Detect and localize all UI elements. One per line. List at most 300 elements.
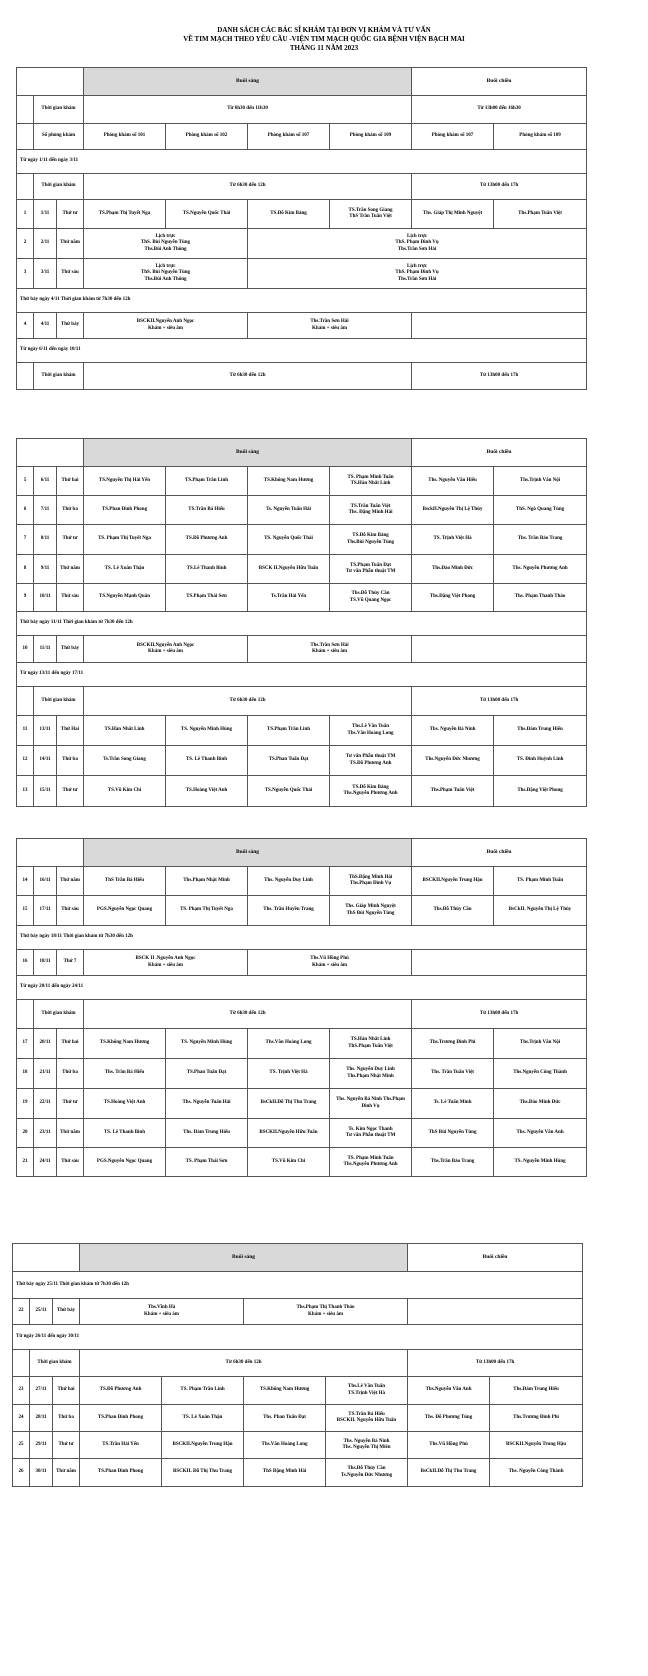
- doctor-cell: TS.Phạm Thị Tuyết Nga: [84, 200, 166, 229]
- blank-cell: [17, 363, 34, 390]
- title-line-1: DANH SÁCH CÁC BÁC SĨ KHÁM TẠI ĐƠN VỊ KHÁM VÀ TƯ VẤN: [217, 26, 431, 34]
- morning-hours: Từ 6h30 đến 12h: [80, 1350, 408, 1377]
- row-date: 1/11: [34, 200, 57, 229]
- doctor-cell: TS. Phạm Thị Tuyết Nga: [84, 525, 166, 555]
- doctor-cell: TS.Phạm Thái Sơn: [166, 584, 248, 612]
- day-row: [17, 525, 587, 555]
- day-row: [17, 259, 587, 289]
- doctor-cell: TS.Khổng Nam Hương: [84, 1029, 166, 1059]
- doctor-cell: Ths.Trần Bảo Trang: [412, 1148, 494, 1177]
- day-row: [17, 467, 587, 496]
- doctor-cell: TS.Đỗ Phương Anh: [80, 1377, 162, 1405]
- doctor-cell: Ths. Trần Huyền Trang: [248, 896, 330, 926]
- doctor-cell: Ths. Giáp Thị Minh Nguyệt: [412, 200, 494, 229]
- room-cell: Phòng khám số 109: [330, 124, 412, 150]
- doctor-cell: TS.Trần Bá Hiếu: [166, 496, 248, 525]
- day-row: [13, 1459, 583, 1487]
- row-date: 14/11: [34, 746, 57, 776]
- doctor-cell: TS. Lê Xuân Thận: [162, 1405, 244, 1432]
- saturday-doctor-1: Ths.Vĩnh Hà Khám + siêu âm: [80, 1299, 244, 1325]
- doctor-cell: Ths.Lê Văn Tuấn TS.Trịnh Việt Hà: [326, 1377, 408, 1405]
- blank-cell: [17, 439, 84, 467]
- exam-time-row: [17, 687, 587, 716]
- row-number: 21: [17, 1148, 34, 1177]
- exam-time-label: Thời gian khám: [34, 363, 84, 390]
- day-row: [17, 229, 587, 259]
- row-number: 13: [17, 776, 34, 807]
- row-date: 23/11: [34, 1119, 57, 1148]
- doctor-cell: TS.Hoàng Việt Anh: [166, 776, 248, 807]
- doctor-cell: TS.Lê Thanh Bình: [166, 555, 248, 584]
- doctor-cell: PGS.Nguyễn Ngọc Quang: [84, 1148, 166, 1177]
- row-weekday: Thứ tư: [57, 525, 84, 555]
- doctor-cell: Ths.Đỗ Thùy Cần Ts.Nguyễn Đức Nhương: [326, 1459, 408, 1487]
- row-weekday: Thứ tư: [53, 1432, 80, 1459]
- doctor-cell: TS.Trần Song Giang ThS Trần Tuấn Việt: [330, 200, 412, 229]
- doctor-cell: Ths.Trịnh Văn Nội: [494, 467, 587, 496]
- doctor-cell: BSCKII.Nguyễn Hữu Tuấn: [248, 1119, 330, 1148]
- doctor-cell: TS.Phan Đình Phong: [84, 496, 166, 525]
- blank-cell: [17, 174, 34, 200]
- doctor-cell: TS.Phạm Trần Linh: [248, 716, 330, 746]
- section-label: Thứ bảy ngày 25/11 Thời gian khám từ 7h30 đến 12h: [13, 1272, 583, 1299]
- section-label: Từ ngày 6/11 đến ngày 10/11: [17, 339, 587, 363]
- doctor-cell: TS.Hàn Nhất Linh ThS.Phạm Tuấn Việt: [330, 1029, 412, 1059]
- exam-time-row: [17, 174, 587, 200]
- doctor-cell: TS.Nguyễn Quốc Thái: [166, 200, 248, 229]
- room-label: Số phòng khám: [34, 124, 84, 150]
- doctor-cell: TS.Phan Tuấn Đạt: [166, 1059, 248, 1089]
- doctor-cell: TS.Đỗ Kim Bảng Ths.Nguyễn Phương Anh: [330, 776, 412, 807]
- exam-time-row: [17, 96, 587, 124]
- section-row: [17, 612, 587, 636]
- blank-cell: [17, 839, 84, 867]
- doctor-cell: TS.Khổng Nam Hương: [244, 1377, 326, 1405]
- doctor-cell: TS.Khổng Nam Hương: [248, 467, 330, 496]
- afternoon-hours: Từ 13h00 đến 17h: [412, 363, 587, 390]
- doctor-cell: Ths.Đặng Việt Phong: [412, 584, 494, 612]
- doctor-cell: TS. Phạm Minh Tuấn: [494, 867, 587, 896]
- day-row: [13, 1405, 583, 1432]
- doctor-cell: Ths.Văn Hoàng Long: [248, 1029, 330, 1059]
- row-weekday: Thứ sáu: [57, 584, 84, 612]
- doctor-cell: Ths.Vũ Hồng Phú: [408, 1432, 490, 1459]
- row-weekday: Thứ bảy: [57, 313, 84, 339]
- row-date: 17/11: [34, 896, 57, 926]
- doctor-cell: Ths.Trương Đình Phi: [412, 1029, 494, 1059]
- section-label: Thứ bảy ngày 4/11 Thời gian khám từ 7h30 đến 12h: [17, 289, 587, 313]
- doctor-cell: TS.Đỗ Kim Bảng: [248, 200, 330, 229]
- day-row: [17, 1029, 587, 1059]
- doctor-cell: Ths. Nguyễn Tuấn Hải: [166, 1089, 248, 1119]
- doctor-cell: TS.Vũ Kim Chi: [248, 1148, 330, 1177]
- row-weekday: Thứ hai: [53, 1377, 80, 1405]
- row-number: 20: [17, 1119, 34, 1148]
- row-date: 3/11: [34, 259, 57, 289]
- doctor-cell: TS. Lê Thanh Bình: [84, 1119, 166, 1148]
- row-number: 19: [17, 1089, 34, 1119]
- row-number: 4: [17, 313, 34, 339]
- doctor-cell: BsCkII.Đỗ Thị Thu Trang: [248, 1089, 330, 1119]
- day-row: [17, 496, 587, 525]
- blank-cell: [13, 1244, 80, 1272]
- day-row: [17, 776, 587, 807]
- row-weekday: Thứ tư: [57, 200, 84, 229]
- row-date: 30/11: [30, 1459, 53, 1487]
- doctor-cell: TS. Đinh Huỳnh Linh: [494, 746, 587, 776]
- doctor-cell: TS. Phạm Minh Tuấn Ths.Nguyễn Phương Anh: [330, 1148, 412, 1177]
- doctor-cell: Ths.Phạm Nhật Minh: [166, 867, 248, 896]
- doctor-cell: Ths.Trịnh Văn Nội: [494, 1029, 587, 1059]
- row-number: 3: [17, 259, 34, 289]
- afternoon-header: Buổi chiều: [408, 1244, 583, 1272]
- blank-cell: [17, 687, 34, 716]
- session-header-row: [17, 839, 587, 867]
- row-number: 9: [17, 584, 34, 612]
- exam-time-label: Thời gian khám: [34, 687, 84, 716]
- row-number: 1: [17, 200, 34, 229]
- morning-header: Buổi sáng: [84, 68, 412, 96]
- doctor-cell: Ths. Phan Tuấn Đạt: [244, 1405, 326, 1432]
- day-row: [17, 200, 587, 229]
- room-cell: Phòng khám số 107: [412, 124, 494, 150]
- row-date: 28/11: [30, 1405, 53, 1432]
- doctor-cell: Ths. Trần Tuấn Việt: [412, 1059, 494, 1089]
- day-row: [17, 1148, 587, 1177]
- row-date: 6/11: [34, 467, 57, 496]
- doctor-cell: Ths. Nguyễn Bá Ninh Ths.Phạm Đình Vụ: [330, 1089, 412, 1119]
- saturday-doctor-2: Ths.Trần Sơn Hải Khám + siêu âm: [248, 313, 412, 339]
- saturday-doctor-2: Ths.Vũ Hồng Phú Khám + siêu âm: [248, 950, 412, 976]
- saturday-doctor-1: BSCK II .Nguyễn Anh Ngọc Khám + siêu âm: [84, 950, 248, 976]
- row-date: 27/11: [30, 1377, 53, 1405]
- duty-cell-afternoon: Lịch trực ThS. Phạm Đình Vụ Ths.Trần Sơn Hải: [248, 229, 587, 259]
- row-weekday: Thứ hai: [57, 1029, 84, 1059]
- doctor-cell: Ths.Nguyễn Văn Anh: [408, 1377, 490, 1405]
- doctor-cell: Ths.Nguyễn Đức Nhương: [412, 746, 494, 776]
- doctor-cell: TS.Nguyễn Quốc Thái: [248, 776, 330, 807]
- doctor-cell: Ths.Đàm Trung Hiếu: [490, 1377, 583, 1405]
- day-row: [17, 584, 587, 612]
- row-date: 20/11: [34, 1029, 57, 1059]
- doctor-cell: TS. Lê Xuân Thận: [84, 555, 166, 584]
- empty-cell: [412, 636, 587, 663]
- row-number: 7: [17, 525, 34, 555]
- day-row: [13, 1299, 583, 1325]
- doctor-cell: BsCkII. Nguyễn Thị Lệ Thủy: [494, 896, 587, 926]
- doctor-cell: Ths.Phạm Tuấn Việt: [494, 200, 587, 229]
- doctor-cell: Ths.Lê Văn Tuấn Ths.Văn Hoàng Long: [330, 716, 412, 746]
- day-row: [17, 896, 587, 926]
- section-row: [17, 339, 587, 363]
- afternoon-hours: Từ 13h00 đến 16h30: [412, 96, 587, 124]
- doctor-cell: TS.Phan Đình Phong: [80, 1405, 162, 1432]
- doctor-cell: Tư vấn Phẫu thuật TM TS.Đỗ Phương Anh: [330, 746, 412, 776]
- day-row: [17, 1119, 587, 1148]
- doctor-cell: Ths.Đào Minh Đức: [494, 1089, 587, 1119]
- row-date: 29/11: [30, 1432, 53, 1459]
- section-label: Từ ngày 20/11 đến ngày 24/11: [17, 976, 587, 1000]
- row-weekday: Thứ hai: [57, 467, 84, 496]
- doctor-cell: Ths.Trương Đình Phi: [490, 1405, 583, 1432]
- page-title: [0, 26, 648, 53]
- row-number: 18: [17, 1059, 34, 1089]
- saturday-doctor-2: Ths.Trần Sơn Hải Khám + siêu âm: [248, 636, 412, 663]
- saturday-doctor-1: BSCKII.Nguyễn Anh Ngọc Khám + siêu âm: [84, 636, 248, 663]
- row-date: 15/11: [34, 776, 57, 807]
- doctor-cell: TS.Phạm Tuấn Đạt Tư vấn Phẫu thuật TM: [330, 555, 412, 584]
- doctor-cell: Ths. Nguyễn Bá Ninh Ths. Nguyễn Thị Miên: [326, 1432, 408, 1459]
- doctor-cell: BSCKII.Nguyễn Trung Hậu: [490, 1432, 583, 1459]
- section-row: [17, 150, 587, 174]
- morning-header: Buổi sáng: [84, 439, 412, 467]
- day-row: [17, 746, 587, 776]
- row-weekday: Thứ bảy: [53, 1299, 80, 1325]
- doctor-cell: TS.Đỗ Phương Anh: [166, 525, 248, 555]
- doctor-cell: TS.Phan Tuấn Đạt: [248, 746, 330, 776]
- row-number: 24: [13, 1405, 30, 1432]
- doctor-cell: TS.Trần Bá Hiếu BSCKII. Nguyễn Hữu Tuấn: [326, 1405, 408, 1432]
- row-weekday: Thứ tư: [57, 1089, 84, 1119]
- day-row: [17, 716, 587, 746]
- doctor-cell: Ths. Nguyễn Công Thành: [490, 1459, 583, 1487]
- doctor-cell: TS.Hoàng Việt Anh: [84, 1089, 166, 1119]
- doctor-cell: TS. Phạm Thị Tuyết Nga: [166, 896, 248, 926]
- exam-time-row: [17, 363, 587, 390]
- doctor-cell: Ts.Trần Hải Yến: [248, 584, 330, 612]
- doctor-cell: TS.Trần Hải Yến: [80, 1432, 162, 1459]
- doctor-cell: TS. Phạm Thái Sơn: [166, 1148, 248, 1177]
- doctor-cell: TS.Phạm Trần Linh: [166, 467, 248, 496]
- row-weekday: Thứ năm: [53, 1459, 80, 1487]
- morning-hours: Từ 6h30 đến 11h30: [84, 96, 412, 124]
- doctor-cell: Ts. Kim Ngọc Thanh Tư vấn Phẫu thuật TM: [330, 1119, 412, 1148]
- row-weekday: Thứ năm: [57, 867, 84, 896]
- row-weekday: Thứ sáu: [57, 896, 84, 926]
- schedule-table: [16, 67, 587, 390]
- exam-time-label: Thời gian khám: [30, 1350, 80, 1377]
- exam-time-label: Thời gian khám: [34, 174, 84, 200]
- section-label: Thứ bảy ngày 11/11 Thời gian khám từ 7h30 đến 12h: [17, 612, 587, 636]
- doctor-cell: TS.Nguyễn Thị Hải Yến: [84, 467, 166, 496]
- row-weekday: Thứ bảy: [57, 636, 84, 663]
- day-row: [17, 950, 587, 976]
- row-date: 25/11: [30, 1299, 53, 1325]
- row-number: 8: [17, 555, 34, 584]
- day-row: [17, 313, 587, 339]
- row-weekday: Thứ sáu: [57, 1148, 84, 1177]
- room-cell: Phòng khám số 109: [494, 124, 587, 150]
- section-row: [17, 289, 587, 313]
- row-date: 18/11: [34, 950, 57, 976]
- morning-hours: Từ 6h30 đến 12h: [84, 174, 412, 200]
- row-number: 12: [17, 746, 34, 776]
- doctor-cell: Ths.Đỗ Thùy Cần: [412, 896, 494, 926]
- day-row: [13, 1377, 583, 1405]
- exam-time-label: Thời gian khám: [34, 1000, 84, 1029]
- doctor-cell: Ths. Đỗ Phương Tùng: [408, 1405, 490, 1432]
- day-row: [17, 1059, 587, 1089]
- empty-cell: [408, 1299, 583, 1325]
- section-row: [17, 976, 587, 1000]
- section-label: Từ ngày 13/11 đến ngày 17/11: [17, 663, 587, 687]
- row-date: 13/11: [34, 716, 57, 746]
- row-number: 26: [13, 1459, 30, 1487]
- blank-cell: [17, 124, 34, 150]
- saturday-doctor-2: Ths.Phạm Thị Thanh Thảo Khám + siêu âm: [244, 1299, 408, 1325]
- morning-hours: Từ 6h30 đến 12h: [84, 687, 412, 716]
- duty-cell-morning: Lịch trực ThS. Bùi Nguyễn Tùng Ths.Bùi Anh Thông: [84, 259, 248, 289]
- morning-hours: Từ 6h30 đến 12h: [84, 1000, 412, 1029]
- row-date: 22/11: [34, 1089, 57, 1119]
- row-date: 16/11: [34, 867, 57, 896]
- section-label: Thứ bảy ngày 18/11 Thời gian khám từ 7h30 đến 12h: [17, 926, 587, 950]
- row-number: 5: [17, 467, 34, 496]
- doctor-cell: TS. Nguyễn Minh Hùng: [494, 1148, 587, 1177]
- section-row: [13, 1325, 583, 1350]
- session-header-row: [17, 439, 587, 467]
- doctor-cell: BSCKII.Nguyễn Trung Hậu: [412, 867, 494, 896]
- room-cell: Phòng khám số 107: [248, 124, 330, 150]
- doctor-cell: Ths. Trần Bảo Trang: [494, 525, 587, 555]
- day-row: [17, 636, 587, 663]
- empty-cell: [412, 950, 587, 976]
- row-date: 10/11: [34, 584, 57, 612]
- row-number: 6: [17, 496, 34, 525]
- row-date: 7/11: [34, 496, 57, 525]
- afternoon-hours: Từ 13h00 đến 17h: [412, 174, 587, 200]
- doctor-cell: Ths.Đào Minh Đức: [412, 555, 494, 584]
- row-date: 24/11: [34, 1148, 57, 1177]
- afternoon-header: Buổi chiều: [412, 839, 587, 867]
- doctor-cell: BSCK II.Nguyễn Hữu Tuấn: [248, 555, 330, 584]
- section-label: Từ ngày 26/11 đến ngày 30/11: [13, 1325, 583, 1350]
- doctor-cell: Ths.Phạm Tuấn Việt: [412, 776, 494, 807]
- room-cell: Phòng khám số 101: [84, 124, 166, 150]
- row-number: 16: [17, 950, 34, 976]
- row-number: 10: [17, 636, 34, 663]
- doctor-cell: TS. Trịnh Việt Hà: [412, 525, 494, 555]
- row-number: 17: [17, 1029, 34, 1059]
- row-date: 11/11: [34, 636, 57, 663]
- doctor-cell: Ths. Đàm Trung Hiếu: [166, 1119, 248, 1148]
- saturday-doctor-1: BSCKII.Nguyễn Anh Ngọc Khám + siêu âm: [84, 313, 248, 339]
- doctor-cell: Ts. Nguyễn Tuấn Hải: [248, 496, 330, 525]
- doctor-cell: Ths. Nguyễn Phương Anh: [494, 555, 587, 584]
- title-line-3: THÁNG 11 NĂM 2023: [289, 44, 359, 52]
- doctor-cell: Ths. Nguyễn Văn Hiếu: [412, 467, 494, 496]
- schedule-table-page-2: [16, 438, 586, 807]
- row-weekday: Thứ năm: [57, 229, 84, 259]
- doctor-cell: PGS.Nguyễn Ngọc Quang: [84, 896, 166, 926]
- doctor-cell: Ths.Đặng Việt Phong: [494, 776, 587, 807]
- doctor-cell: Ts.Trần Song Giang: [84, 746, 166, 776]
- doctor-cell: TS.Hàn Nhất Linh: [84, 716, 166, 746]
- doctor-cell: Ths. Nguyễn Văn Anh: [494, 1119, 587, 1148]
- morning-header: Buổi sáng: [80, 1244, 408, 1272]
- day-row: [17, 1089, 587, 1119]
- day-row: [17, 867, 587, 896]
- doctor-cell: Ths.Đỗ Thùy Cần TS.Vũ Quang Ngọc: [330, 584, 412, 612]
- blank-cell: [17, 96, 34, 124]
- row-date: 9/11: [34, 555, 57, 584]
- morning-header: Buổi sáng: [84, 839, 412, 867]
- row-date: 8/11: [34, 525, 57, 555]
- title-line-2: VỀ TIM MẠCH THEO YÊU CẦU -VIỆN TIM MẠCH QUỐC GIA BỆNH VIỆN BẠCH MAI: [183, 35, 465, 43]
- row-number: 25: [13, 1432, 30, 1459]
- schedule-table-page-1: [16, 67, 586, 390]
- doctor-cell: TS. Phạm Minh Tuấn TS.Hàn Nhất Linh: [330, 467, 412, 496]
- row-weekday: Thứ năm: [57, 555, 84, 584]
- doctor-cell: Ths.Văn Hoàng Long: [244, 1432, 326, 1459]
- doctor-cell: TS. Phạm Trần Linh: [162, 1377, 244, 1405]
- blank-cell: [13, 1350, 30, 1377]
- row-number: 2: [17, 229, 34, 259]
- morning-hours: Từ 6h30 đến 12h: [84, 363, 412, 390]
- row-weekday: Thứ ba: [57, 496, 84, 525]
- doctor-cell: Ths. Nguyễn Duy Linh: [248, 867, 330, 896]
- afternoon-hours: Từ 13h00 đến 17h: [408, 1350, 583, 1377]
- doctor-cell: TS. Nguyễn Quốc Thái: [248, 525, 330, 555]
- doctor-cell: TS.Trần Tuấn Việt Ths. Đặng Minh Hải: [330, 496, 412, 525]
- row-date: 2/11: [34, 229, 57, 259]
- row-number: 23: [13, 1377, 30, 1405]
- doctor-cell: TS.Vũ Kim Chi: [84, 776, 166, 807]
- row-weekday: Thứ 7: [57, 950, 84, 976]
- row-number: 11: [17, 716, 34, 746]
- afternoon-hours: Từ 13h00 đến 17h: [412, 1000, 587, 1029]
- doctor-cell: ThS.Đặng Minh Hải Ths.Phạm Đình Vụ: [330, 867, 412, 896]
- blank-cell: [17, 1000, 34, 1029]
- session-header-row: [17, 68, 587, 96]
- doctor-cell: Ths.Đàm Trung Hiếu: [494, 716, 587, 746]
- afternoon-header: Buổi chiều: [412, 68, 587, 96]
- section-label: Từ ngày 1/11 đến ngày 3/11: [17, 150, 587, 174]
- doctor-cell: Ths. Nguyễn Duy Linh Ths.Phạm Nhật Minh: [330, 1059, 412, 1089]
- doctor-cell: BSCKII.Nguyễn Trung Hậu: [162, 1432, 244, 1459]
- doctor-cell: ThS Bùi Nguyễn Tùng: [412, 1119, 494, 1148]
- doctor-cell: TS. Nguyễn Minh Hùng: [166, 716, 248, 746]
- doctor-cell: BsCkII.Đỗ Thị Thu Trang: [408, 1459, 490, 1487]
- doctor-cell: ThS. Ngô Quang Tùng: [494, 496, 587, 525]
- day-row: [13, 1432, 583, 1459]
- doctor-cell: Ths. Trần Bá Hiếu: [84, 1059, 166, 1089]
- doctor-cell: TS.Đỗ Kim Bảng Ths.Bùi Nguyễn Tùng: [330, 525, 412, 555]
- duty-cell-afternoon: Lịch trực ThS. Phạm Đình Vụ Ths.Trần Sơn Hải: [248, 259, 587, 289]
- doctor-cell: TS.Phan Đình Phong: [80, 1459, 162, 1487]
- session-header-row: [13, 1244, 583, 1272]
- schedule-table-page-4: [12, 1243, 582, 1487]
- doctor-cell: TS. Nguyễn Minh Hùng: [166, 1029, 248, 1059]
- row-weekday: Thứ tư: [57, 776, 84, 807]
- doctor-cell: Ts. Lê Tuấn Minh: [412, 1089, 494, 1119]
- afternoon-hours: Từ 13h00 đến 17h: [412, 687, 587, 716]
- doctor-cell: Ths. Phạm Thanh Thảo: [494, 584, 587, 612]
- row-weekday: Thứ năm: [57, 1119, 84, 1148]
- doctor-cell: Ths.Nguyễn Công Thành: [494, 1059, 587, 1089]
- row-weekday: Thứ ba: [53, 1405, 80, 1432]
- schedule-table: [16, 838, 587, 1177]
- afternoon-header: Buổi chiều: [412, 439, 587, 467]
- row-weekday: Thứ Hai: [57, 716, 84, 746]
- doctor-cell: TS. Trịnh Việt Hà: [248, 1059, 330, 1089]
- row-number: 14: [17, 867, 34, 896]
- schedule-table: [16, 438, 587, 807]
- row-date: 4/11: [34, 313, 57, 339]
- room-number-row: [17, 124, 587, 150]
- schedule-table-page-3: [16, 838, 586, 1177]
- doctor-cell: TS. Lê Thanh Bình: [166, 746, 248, 776]
